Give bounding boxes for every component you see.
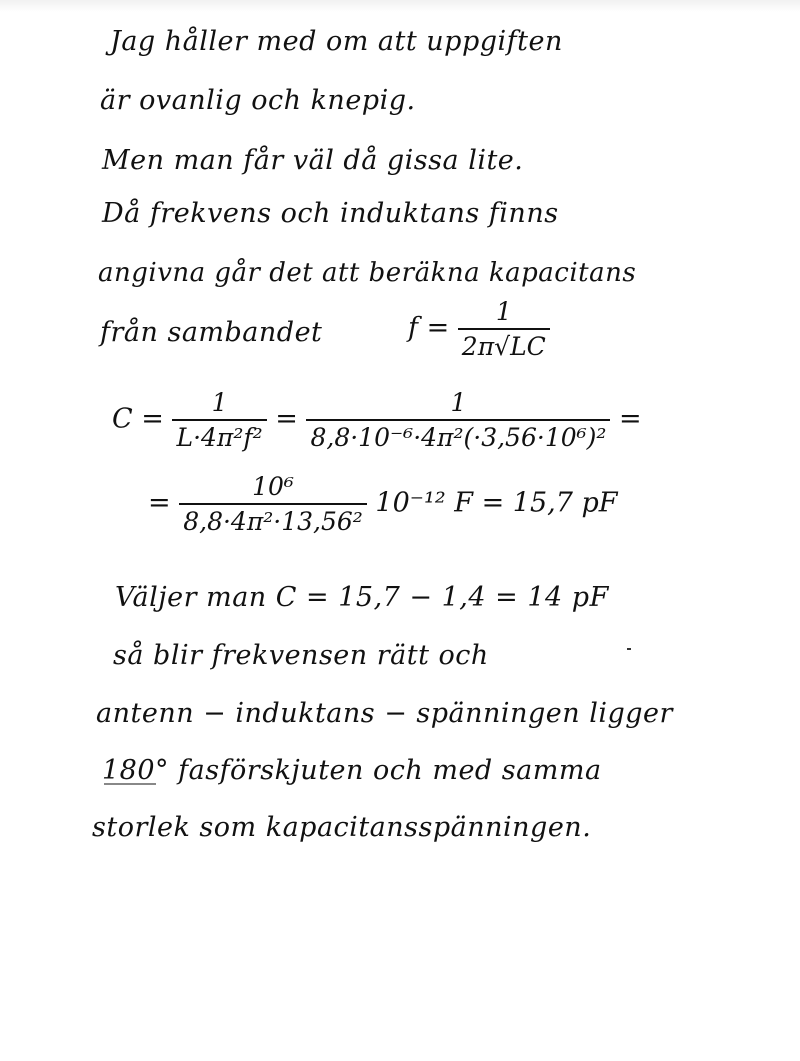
frequency-fraction [458, 297, 550, 361]
text-line-2: är ovanlig och knepig. [100, 85, 416, 116]
stray-pen-mark [627, 648, 631, 650]
fraction-bar [458, 328, 550, 330]
text-line-4: Då frekvens och induktans finns [102, 198, 559, 229]
text-line-11: 180° fasförskjuten och med samma [102, 755, 602, 786]
capacitance-fraction-1-denominator: L·4π²f² [176, 423, 263, 452]
frequency-formula [408, 297, 550, 361]
capacitance-lhs: C = [112, 403, 164, 435]
text-line-5: angivna går det att beräkna kapacitans [98, 258, 637, 288]
text-line-10: antenn − induktans − spänningen ligger [96, 698, 673, 729]
capacitance-result: 10⁻¹² F = 15,7 pF [375, 487, 618, 519]
capacitance-formula-2 [148, 472, 618, 536]
trailing-equals-sign: = [619, 403, 642, 435]
equals-sign: = [275, 403, 298, 435]
text-line-3: Men man får väl då gissa lite. [102, 145, 524, 176]
top-edge-shadow [0, 0, 800, 12]
fraction-bar [306, 419, 610, 421]
capacitance-fraction-1-numerator: 1 [211, 388, 228, 417]
capacitance-fraction-1 [172, 388, 266, 452]
capacitance-fraction-3-denominator: 8,8·4π²·13,56² [183, 507, 363, 536]
capacitance-fraction-3 [179, 472, 367, 536]
capacitance-fraction-2 [306, 388, 610, 452]
capacitance-fraction-2-numerator: 1 [450, 388, 467, 417]
capacitance-formula-1 [112, 388, 642, 452]
capacitance-fraction-3-numerator: 10⁶ [252, 472, 294, 501]
text-line-12: storlek som kapacitansspänningen. [92, 812, 592, 843]
capacitance-fraction-2-denominator: 8,8·10⁻⁶·4π²(·3,56·10⁶)² [310, 423, 607, 452]
frequency-numerator: 1 [495, 297, 512, 326]
frequency-formula-lhs: f = [408, 312, 450, 344]
text-line-9: så blir frekvensen rätt och [113, 640, 489, 671]
text-line-8: Väljer man C = 15,7 − 1,4 = 14 pF [115, 582, 609, 613]
fraction-bar [172, 419, 266, 421]
frequency-denominator: 2π√LC [461, 332, 546, 361]
fraction-bar [179, 503, 367, 505]
underline-180-degrees [104, 783, 156, 785]
text-line-1: Jag håller med om att uppgiften [110, 26, 563, 57]
leading-equals-sign: = [148, 487, 171, 519]
text-line-6: från sambandet [100, 317, 323, 348]
